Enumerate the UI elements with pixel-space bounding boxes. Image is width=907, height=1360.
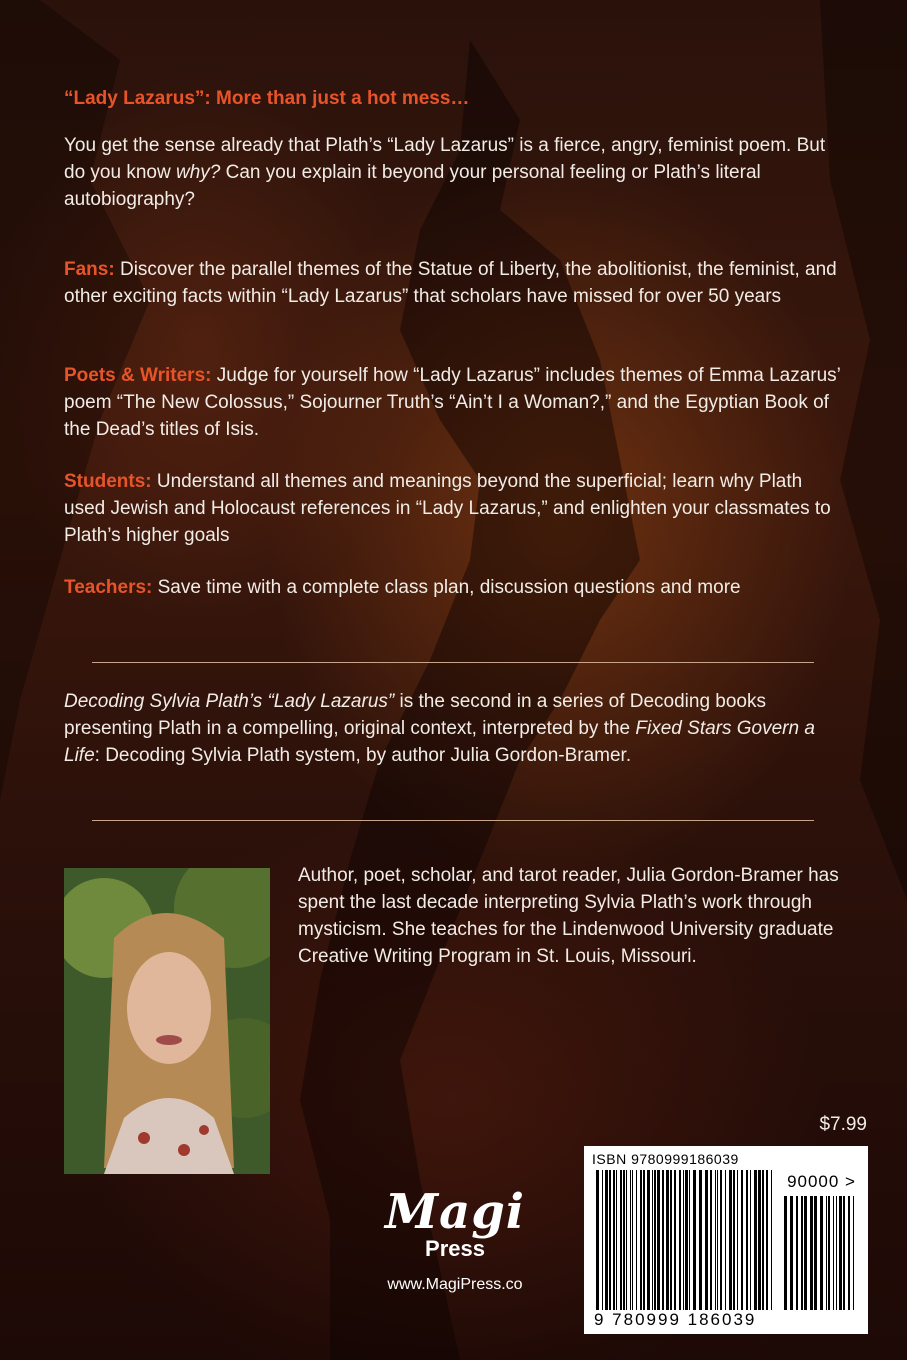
barcode-bar — [679, 1170, 681, 1310]
publisher-sub: Press — [425, 1236, 485, 1261]
barcode-bar — [766, 1170, 768, 1310]
barcode-bar — [836, 1196, 837, 1310]
barcode-bar — [833, 1196, 834, 1310]
barcode-bar — [699, 1170, 702, 1310]
publisher-logo — [360, 1184, 550, 1294]
publisher-name: Magi — [384, 1184, 526, 1240]
barcode-bar — [814, 1196, 817, 1310]
barcode-bar — [801, 1196, 803, 1310]
barcode-bar — [796, 1196, 798, 1310]
barcode-bar — [784, 1196, 787, 1310]
isbn-digits: 9 780999 186039 — [594, 1310, 757, 1329]
barcode-bar — [643, 1170, 645, 1310]
barcode-bar — [685, 1170, 688, 1310]
barcode-bar — [848, 1196, 850, 1310]
barcode-bar — [596, 1170, 599, 1310]
section-students: Students: Understand all themes and meanings beyond the superficial; learn why Plath used Jewish and Holocaust references in “Lady Lazarus,” and enlighten your classmates to Plath’s higher goals — [64, 471, 831, 546]
barcode-bar — [820, 1196, 823, 1310]
barcode-bar — [843, 1196, 845, 1310]
barcode-bar — [810, 1196, 813, 1310]
section-teachers: Teachers: Save time with a complete class plan, discussion questions and more — [64, 577, 741, 598]
barcode-bar — [640, 1170, 642, 1310]
barcode-bar — [689, 1170, 690, 1310]
price-code: 90000 > — [787, 1172, 856, 1191]
barcode-bar — [725, 1170, 726, 1310]
author-bio: Author, poet, scholar, and tarot reader, Julia Gordon-Bramer has spent the last decade interpreting Sylvia Plath’s work through mysticism. She teaches for the Lindenwood University graduate Creative Writing Program in St. Louis, Missouri. — [298, 865, 839, 967]
barcode-bar — [657, 1170, 660, 1310]
barcode-bar — [771, 1170, 772, 1310]
section-label: Teachers: — [64, 577, 153, 598]
section-label: Students: — [64, 471, 152, 492]
barcode-bar — [741, 1170, 743, 1310]
section-poets-writers: Poets & Writers: Judge for yourself how “Lady Lazarus” includes themes of Emma Lazarus’ poem “The New Colossus,” Sojourner Truth’s “Ain’t I a Woman?,” and the Egyptian Book of the Dead’s titles of Isis. — [64, 365, 841, 440]
barcode-bar — [737, 1170, 738, 1310]
barcode-bar — [683, 1170, 684, 1310]
barcode-bar — [717, 1170, 718, 1310]
barcode-bar — [613, 1170, 615, 1310]
isbn-barcode — [584, 1146, 868, 1334]
barcode-bar — [605, 1170, 608, 1310]
barcode-bar — [839, 1196, 842, 1310]
barcode-bar — [602, 1170, 603, 1310]
barcode-bar — [720, 1170, 722, 1310]
barcode-bar — [754, 1170, 757, 1310]
barcode-bar — [654, 1170, 656, 1310]
barcode-bar — [674, 1170, 676, 1310]
section-fans: Fans: Discover the parallel themes of the Statue of Liberty, the abolitionist, the feminist, and other exciting facts within “Lady Lazarus” that scholars have missed for over 50 years — [64, 259, 837, 307]
barcode-bar — [804, 1196, 807, 1310]
barcode-bar — [670, 1170, 672, 1310]
intro-paragraph: You get the sense already that Plath’s “Lady Lazarus” is a fierce, angry, feminist poem. But do you know why? Can you explain it beyond your personal feeling or Plath’s literal autobiography? — [64, 135, 826, 210]
barcode-bar — [652, 1170, 653, 1310]
barcode-bar — [758, 1170, 761, 1310]
barcode-bar — [705, 1170, 708, 1310]
barcode-bar — [729, 1170, 732, 1310]
barcode-bar — [647, 1170, 650, 1310]
barcode-bar — [746, 1170, 748, 1310]
barcode-bar — [636, 1170, 637, 1310]
section-label: Poets & Writers: — [64, 365, 212, 386]
barcode-bar — [693, 1170, 696, 1310]
divider-top — [92, 662, 814, 663]
barcode-bar — [609, 1170, 611, 1310]
headline: “Lady Lazarus”: More than just a hot mess… — [64, 88, 470, 109]
barcode-bar — [666, 1170, 669, 1310]
price: $7.99 — [819, 1114, 867, 1135]
barcode-bar — [623, 1170, 625, 1310]
barcode-bar — [826, 1196, 827, 1310]
barcode-bar — [710, 1170, 712, 1310]
barcode-bar — [733, 1170, 735, 1310]
barcode-bar — [762, 1170, 764, 1310]
barcode-bars — [584, 1146, 868, 1334]
barcode-bar — [828, 1196, 830, 1310]
publisher-url: www.MagiPress.co — [387, 1276, 523, 1293]
section-label: Fans: — [64, 259, 115, 280]
barcode-bar — [662, 1170, 664, 1310]
barcode-bar — [715, 1170, 716, 1310]
barcode-bar — [616, 1170, 617, 1310]
isbn-label: ISBN 9780999186039 — [592, 1151, 739, 1167]
author-photo — [64, 868, 270, 1174]
barcode-bar — [750, 1170, 751, 1310]
barcode-bar — [853, 1196, 854, 1310]
barcode-bar — [620, 1170, 622, 1310]
barcode-bar — [632, 1170, 633, 1310]
barcode-bar — [626, 1170, 627, 1310]
barcode-bar — [630, 1170, 631, 1310]
barcode-bar — [790, 1196, 793, 1310]
series-blurb: Decoding Sylvia Plath’s “Lady Lazarus” is the second in a series of Decoding books presenting Plath in a compelling, original context, interpreted by the Fixed Stars Govern a Life: Decoding Sylvia Plath system, by author Julia Gordon-Bramer. — [64, 691, 815, 766]
divider-bottom — [92, 820, 814, 821]
